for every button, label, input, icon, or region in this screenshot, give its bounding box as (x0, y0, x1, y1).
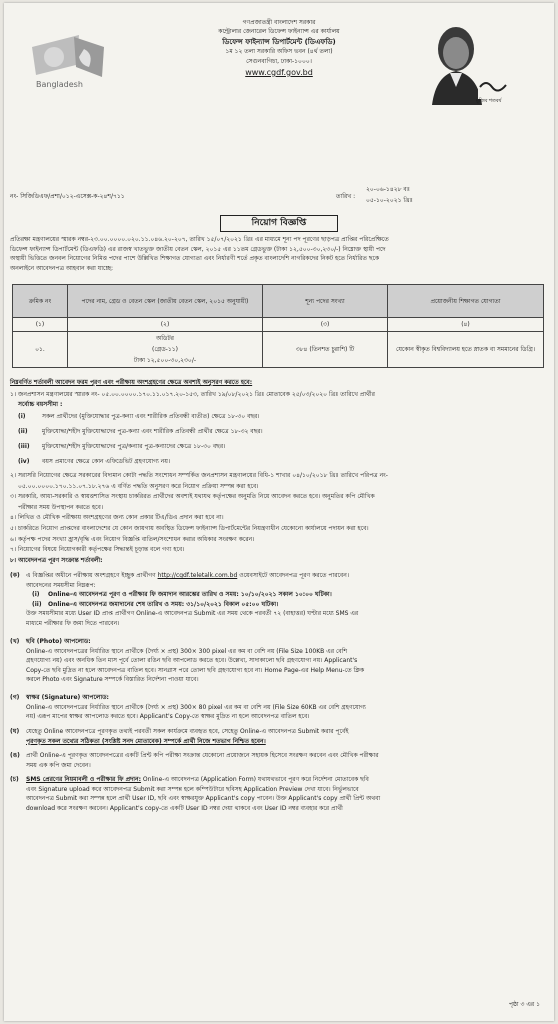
website-link[interactable]: www.cgdf.gov.bd (245, 68, 313, 77)
vacancy-cell: ৩৮৪ (তিনশত চুরাশি) টি (263, 332, 388, 368)
section-mark: (ক) (10, 572, 20, 579)
header-line-4: ১ম ১২ তলা সরকারি অফিস ভবন (৪র্থ তলা) (225, 48, 333, 55)
condition-line: ২। সরাসরি নিয়োগের ক্ষেত্রে সরকারের বিদ্যমান কোটা পদ্ধতি সংশোধন সম্পর্কিত জনপ্রশাসন মন্ত্রণালয়ের বিধি-১ শাখার ০৪/১০/২০১৮ খ্রিঃ তারিখে পরিপত্র নং- (10, 472, 388, 479)
mujib-portrait (414, 17, 514, 107)
date-english: ০৫-১০-২০২১ খ্রিঃ (366, 197, 413, 204)
mujib-text: মুজিব শতবর্ষ (476, 98, 502, 104)
section-kha: (খ) ছবি (Photo) আপলোড: Online-এ আবেদনপত্রের নির্ধারিত স্থানে প্রার্থীকে (দৈর্ঘ্য × প্রস্থ) 300× 300 pixel এর কম বা বেশি নয় (File Size 100KB এর বেশি গ্রহণযোগ্য নয়) এবং অনধিক তিন মাস পূর্বে তোলা রঙিন ছবি আপলোড করতে হবে। উল্লেখ্য, সাদাকালো ছবি গ্রহণযোগ্য নয়। Applicant's Copy-তে ছবি মুদ্রিত না হলে আবেদনপত্র বাতিল হবে। সানগ্লাস পরে তোলা ছবি গ্রহণযোগ্য হবে না। Home Page-এর Help Menu-তে ক্লিক করলে Photo এবং Signature সম্পর্কে বিস্তারিত নির্দেশনা পাওয়া যাবে। (10, 638, 365, 683)
num-cell: (২) (68, 318, 263, 332)
condition-line: ৩। সরকারি, আধা-সরকারি ও স্বায়ত্তশাসিত সংস্থায় চাকরিরত প্রার্থীদের অবশ্যই যথাযথ কর্তৃপক্ষের অনুমতি নিয়ে আবেদন করতে হবে। অনুমতির কপি মৌখিক (10, 493, 375, 501)
date-label: তারিখ : (336, 193, 356, 200)
age-item: (iii) মুক্তিযোদ্ধা/শহীদ মুক্তিযোদ্ধাদের পুত্র/কন্যার পুত্র-কন্যাদের ক্ষেত্রে ১৮-৩০ বছর। (18, 443, 226, 450)
col-post: পদের নাম, গ্রেড ও বেতন স্কেল (জাতীয় বেতন স্কেল, ২০১৫ অনুযায়ী) (68, 285, 263, 318)
intro-line: ডিফেন্স ফাইন্যান্স ডিপার্টমেন্ট (ডিএফডি) এর রাজস্ব খাতভুক্ত জাতীয় বেতন স্কেল, ২০১৫ এর ১১তম গ্রেডভুক্ত (টাকা ১২,৫০০-৩০,২৩০/-) নিম্নোক্ত স্থায়ী পদে (10, 245, 386, 253)
condition-line: ৫। চাকরিতে নিয়োগ প্রাপ্তদের বাংলাদেশের যে কোন জায়গায় অবস্থিত ডিফেন্স ফাইন্যান্স ডিপার্টমেন্টের নিয়ন্ত্রণাধীন যেকোনো কার্যালয়ে পদায়ন করা হবে। (10, 524, 369, 532)
memo-number: নং- সিজিডিএফ/প্রশা/০১২-এসেক্স-ক-২৪শ/৭১১ (10, 193, 125, 200)
table-number-row (13, 318, 544, 332)
age-item: (ii) মুক্তিযোদ্ধা/শহীদ মুক্তিযোদ্ধাদের পুত্র-কন্যা এবং শারীরিক প্রতিবন্ধী প্রার্থীর ক্ষেত্রে ১৮-৩২ বছর। (18, 428, 263, 435)
age-block (10, 390, 550, 409)
post-name: অডিটর (156, 335, 174, 342)
intro-paragraph (10, 235, 550, 273)
conditions-list (10, 471, 550, 566)
post-cell (68, 332, 263, 368)
age-item: (iv) বয়স প্রমাণের ক্ষেত্রে কোন এফিডেভিট গ্রহণযোগ্য নয়। (18, 458, 171, 465)
notice-title: নিয়োগ বিজ্ঞপ্তি (220, 215, 338, 232)
condition-line: পরীক্ষার সময় উপস্থাপন করতে হবে। (18, 503, 104, 511)
section-gha: (ঘ) যেহেতু Online আবেদনপত্রে পূরণকৃত তথ্যই পরবর্তী সকল কার্যক্রমে ব্যবহৃত হবে, সেহেতু Online-এ আবেদনপত্র Submit করার পূর্বেই পূরণকৃত সকল তথ্যের সঠিকতা (সংশ্লিষ্ট সনদ মোতাবেক) সম্পর্কে প্রার্থী নিজে শতভাগ নিশ্চিত হবেন। (10, 728, 349, 745)
age-line-2: সর্বোচ্চ বয়সসীমা : (18, 400, 63, 408)
num-cell: (১) (13, 318, 68, 332)
condition-line: ০৫.০০.০০০০.১৭০.১১.০৭.১৮.২৭৬ এ বর্ণিত পদ্ধতি অনুসরণ করে নিয়োগ প্রক্রিয়া সম্পন্ন করা হবে। (18, 482, 259, 490)
end-date-line: (ii) Online-এ আবেদনপত্র জমাদানের শেষ তারিখ ও সময়: ৩১/১০/২০২১ বিকাল ০৫:০০ ঘটিকা। (32, 600, 279, 608)
page-number: পৃষ্ঠা ৩ এর ১ (508, 1001, 540, 1008)
table-row (13, 332, 544, 368)
col-vacancy: শূন্য পদের সংখ্যা (263, 285, 388, 318)
table-header-row (13, 285, 544, 318)
num-cell: (৪) (388, 318, 544, 332)
age-line-1: ১। জনপ্রশাসন মন্ত্রণালয়ের স্মারক নং- ০৫.০০.০০০০.১৭০.১১.০১৭.২০-১৫৩, তারিখ ১৯/০৮/২০২১ খ্রিঃ মোতাবেক ২৫/০৩/২০২০ খ্রিঃ তারিখে প্রার্থীর (10, 391, 375, 398)
section-ga: (গ) স্বাক্ষর (Signature) আপলোড: Online-এ আবেদনপত্রের নির্ধারিত স্থানে প্রার্থীকে (দৈর্ঘ্য × প্রস্থ) 300× 80 pixel এর কম বা বেশি নয় (File Size 60KB এর বেশি গ্রহণযোগ্য নয়) এরূপ মাপের স্বাক্ষর আপলোড করতে হবে। Applicant's Copy-তে স্বাক্ষর মুদ্রিত না হলে আবেদনপত্র বাতিল হবে। (10, 694, 366, 720)
section-mark: (গ) (10, 694, 20, 701)
vacancy-table (12, 284, 544, 368)
post-grade: (গ্রেড-১১) (152, 346, 178, 353)
post-scale: টাকা ১২,৫০০-৩০,২৩০/- (133, 357, 196, 364)
start-date-line: (i) Online-এ আবেদনপত্র পূরণ ও পরীক্ষার ফি জমাদান আরম্ভের তারিখ ও সময়: ১০/১০/২০২১ সকাল ১০:০০ ঘটিকা। (32, 591, 332, 598)
logo-text: Bangladesh (36, 80, 83, 89)
notice-page (4, 3, 554, 1021)
section-ka: (ক) এ বিজ্ঞপ্তির অধীনে পরীক্ষায় অংশগ্রহণে ইচ্ছুক প্রার্থীগণ http://cgdf.teletalk.com.bd ওয়েবসাইটে আবেদনপত্র পূরণ করতে পারবেন। আবেদনের সময়সীমা নিম্নরূপ: (i) Online-এ আবেদনপত্র পূরণ ও পরীক্ষার ফি জমাদান আরম্ভের তারিখ ও সময়: ১০/১০/২০২১ সকাল ১০:০০ ঘটিকা। (ii) Online-এ আবেদনপত্র জমাদানের শেষ তারিখ ও সময়: ৩১/১০/২০২১ বিকাল ০৫:০০ ঘটিকা। উক্ত সময়সীমার মধ্যে User ID প্রাপ্ত প্রার্থীগণ Online-এ আবেদনপত্র Submit এর সময় থেকে পরবর্তী ৭২ (বাহাত্তর) ঘণ্টার মধ্যে SMS এর মাধ্যমে পরীক্ষার ফি জমা দিতে পারবেন। (10, 571, 550, 628)
section-mark: (ঙ) (10, 752, 20, 759)
condition-line: ৬। কর্তৃপক্ষ পদের সংখ্যা হ্রাস/বৃদ্ধি এবং নিয়োগ বিজ্ঞপ্তি বাতিল/সংশোধন করার অধিকার সংরক্ষণ করেন। (10, 535, 255, 543)
condition-line: ৪। লিখিত ও মৌখিক পরীক্ষায় অংশগ্রহণের জন্য কোন প্রকার টিএ/ডিএ প্রদান করা হবে না। (10, 514, 224, 522)
section-ca: (চ) SMS প্রেরণের নিয়মাবলী ও পরীক্ষার ফি প্রদান: Online-এ আবেদনপত্র (Application Form) যথাযথভাবে পূরণ করে নির্দেশনা মোতাবেক ছবি এবং Signature upload করে আবেদনপত্র Submit করা সম্পন্ন হলে কম্পিউটারে ছবিসহ Application Preview দেখা যাবে। নির্ভুলভাবে আবেদনপত্র Submit করা সম্পন্ন হলে প্রার্থী User ID, ছবি এবং স্বাক্ষরযুক্ত Applicant's copy পাবেন। উক্ত Applicant's copy প্রার্থী প্রিন্ট অথবা download করে সংরক্ষণ করবেন। Applicant's copy-তে একটি User ID নম্বর দেয়া থাকবে এবং User ID নম্বর ব্যবহার করে প্রার্থী (10, 776, 381, 812)
col-serial: ক্রমিক নং (13, 285, 68, 318)
qualification-cell: যেকোন স্বীকৃত বিশ্ববিদ্যালয় হতে স্নাতক বা সমমানের ডিগ্রি। (388, 332, 544, 368)
conditions-heading: নিম্নবর্ণিত শর্তাবলী আবেদন ফরম পূরণ এবং পরীক্ষায় অংশগ্রহণের ক্ষেত্রে অবশ্যই অনুসরণ করতে হবে: (10, 379, 253, 386)
num-cell: (৩) (263, 318, 388, 332)
age-items (18, 409, 538, 469)
apply-link[interactable]: http://cgdf.teletalk.com.bd (157, 572, 238, 579)
condition-line: ৮। আবেদনপত্র পূরণ সংক্রান্ত শর্তাবলী: (10, 556, 103, 564)
header-line-1: গণপ্রজাতন্ত্রী বাংলাদেশ সরকার (242, 19, 316, 26)
intro-line: অস্থায়ী ভিত্তিতে জনবল নিয়োগের নিমিত্ত পদের পাশে উল্লিখিত শিক্ষাগত যোগ্যতা এবং নির্ধারণী শর্তে প্রকৃত বাংলাদেশি নাগরিকদের নিকট হতে নির্ধারিত ছকে (10, 255, 380, 262)
section-mark: (খ) (10, 638, 20, 645)
intro-line: অনলাইনে আবেদনপত্র আহবান করা যাচ্ছে: (10, 264, 114, 272)
intro-line: প্রতিরক্ষা মন্ত্রণালয়ের স্মারক নম্বর-২৩.০০.০০০০.০২০.১১.০৪৬.২০-২০৭, তারিখ ১৫/০৭/২০২১ খ্রিঃ এর মাধ্যমে শূন্য পদ পূরণের ছাড়পত্র প্রাপ্তির পরিপ্রেক্ষিতে (10, 236, 389, 243)
date-bangla: ২০-০৬-১৪২৮ বঃ (366, 186, 410, 193)
section-mark: (চ) (10, 776, 19, 783)
section-mark: (ঘ) (10, 728, 20, 735)
header-line-3: ডিফেন্স ফাইন্যান্স ডিপার্টমেন্ট (ডিএফডি) (222, 38, 336, 46)
condition-line: ৭। নিয়োগের বিষয়ে নিয়োগকারী কর্তৃপক্ষের সিদ্ধান্তই চূড়ান্ত বলে গণ্য হবে। (10, 546, 185, 554)
col-qualification: প্রয়োজনীয় শিক্ষাগত যোগ্যতা (388, 285, 544, 318)
header-line-5: সেগুনবাগিচা, ঢাকা-১০০০। (246, 58, 312, 65)
header-line-2: কন্ট্রোলার জেনারেল ডিফেন্স ফাইন্যান্স এর কার্যালয় (218, 28, 340, 35)
age-item: (i) সকল প্রার্থীদের (মুক্তিযোদ্ধার পুত্র-কন্যা এবং শারীরিক প্রতিবন্ধী ব্যতীত) ক্ষেত্রে ১৮-৩০ বছর। (18, 413, 260, 420)
serial-cell: ০১. (13, 332, 68, 368)
section-uma: (ঙ) প্রার্থী Online-এ পূরণকৃত আবেদনপত্রের একটি প্রিন্ট কপি পরীক্ষা সংক্রান্ত যেকোনো প্রয়োজনে সহায়ক হিসেবে সংরক্ষণ করবেন এবং মৌখিক পরীক্ষার সময় এক কপি জমা দেবেন। (10, 752, 379, 769)
